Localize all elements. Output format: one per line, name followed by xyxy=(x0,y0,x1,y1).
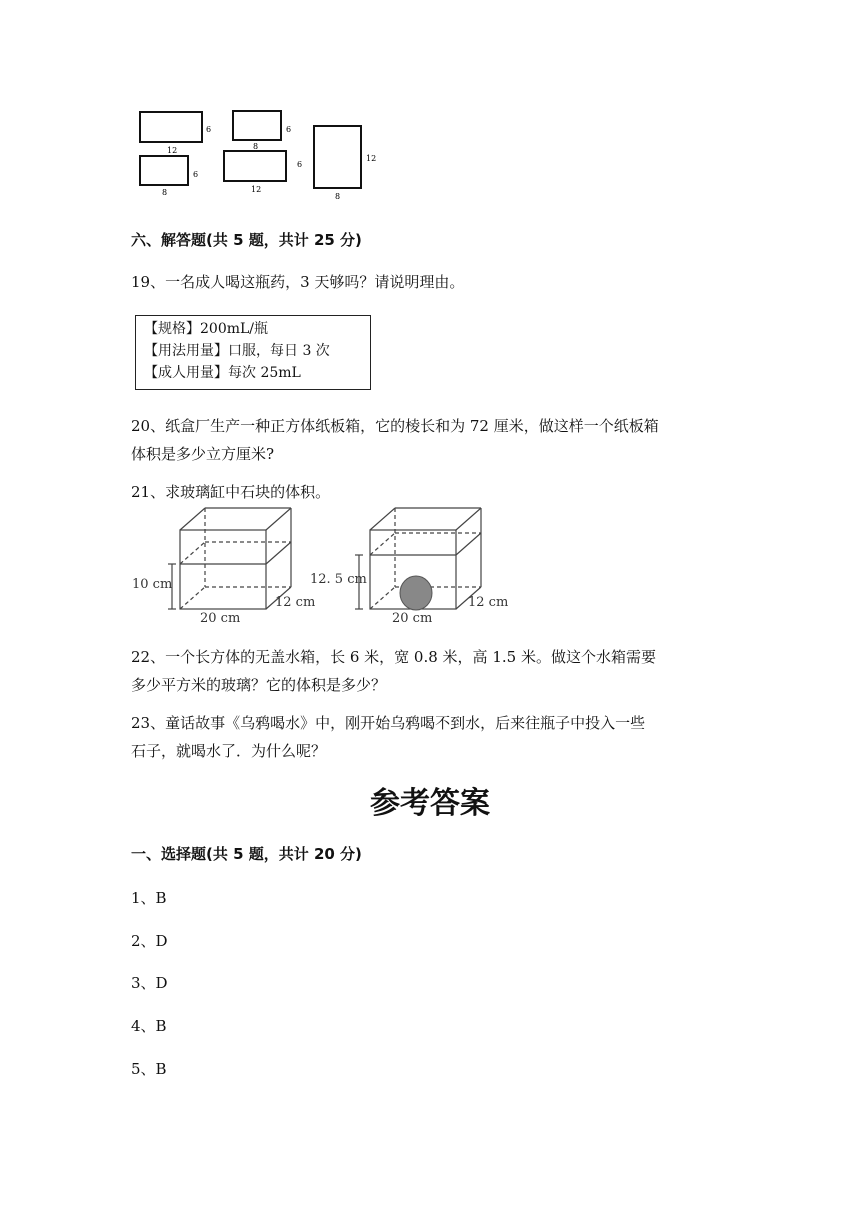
rect5-bottom-label: 8 xyxy=(335,192,341,200)
question-22 xyxy=(131,643,656,699)
tank2-length-label: 20 cm xyxy=(392,611,433,626)
question-22-line-1: 22、一个长方体的无盖水箱，长 6 米，宽 0.8 米，高 1.5 米。做这个水箱需要 xyxy=(131,648,656,666)
rectangle-5 xyxy=(314,126,376,200)
answer-4: 4、B xyxy=(131,1017,167,1035)
rectangle-1 xyxy=(140,112,211,155)
rect3-side-label: 6 xyxy=(193,170,199,179)
medicine-label-line-2: 【用法用量】口服，每日 3 次 xyxy=(144,343,330,359)
answers-section-1-heading: 一、选择题(共 5 题，共计 20 分) xyxy=(131,845,362,863)
tank-1 xyxy=(168,508,291,609)
glass-tanks-figure xyxy=(130,500,530,630)
medicine-label-line-3: 【成人用量】每次 25mL xyxy=(144,365,301,381)
tank1-width-label: 12 cm xyxy=(275,595,316,610)
question-23 xyxy=(131,709,645,765)
rectangles-figure xyxy=(130,105,380,200)
question-20-line-1: 20、纸盒厂生产一种正方体纸板箱，它的棱长和为 72 厘米，做这样一个纸板箱 xyxy=(131,417,659,435)
rect2-side-label: 6 xyxy=(286,125,292,134)
question-22-line-2: 多少平方米的玻璃？它的体积是多少？ xyxy=(131,676,387,694)
question-23-line-2: 石子，就喝水了．为什么呢？ xyxy=(131,742,327,760)
answer-2: 2、D xyxy=(131,932,168,950)
section-6-heading: 六、解答题(共 5 题，共计 25 分) xyxy=(131,231,362,249)
question-23-line-1: 23、童话故事《乌鸦喝水》中，刚开始乌鸦喝不到水，后来往瓶子中投入一些 xyxy=(131,714,646,732)
answer-3: 3、D xyxy=(131,974,168,992)
medicine-label-line-1: 【规格】200mL/瓶 xyxy=(144,321,269,337)
answer-1: 1、B xyxy=(131,889,167,907)
question-20-line-2: 体积是多少立方厘米? xyxy=(131,445,275,463)
rect1-bottom-label: 12 xyxy=(167,146,178,155)
rect1-side-label: 6 xyxy=(206,125,212,134)
rect4-bottom-label: 12 xyxy=(251,185,262,194)
question-20 xyxy=(131,412,659,468)
answers-title: 参考答案 xyxy=(370,786,490,821)
tank2-height-label: 12. 5 cm xyxy=(310,572,367,587)
stone-shape xyxy=(400,576,432,610)
medicine-label-box xyxy=(135,315,371,390)
rect5-side-label: 12 xyxy=(366,154,377,163)
question-19: 19、一名成人喝这瓶药，3 天够吗？请说明理由。 xyxy=(131,273,465,291)
tank2-width-label: 12 cm xyxy=(468,595,509,610)
rectangle-3 xyxy=(140,156,198,197)
tank1-length-label: 20 cm xyxy=(200,611,241,626)
answer-5: 5、B xyxy=(131,1060,167,1078)
rect3-bottom-label: 8 xyxy=(162,188,168,197)
question-21: 21、求玻璃缸中石块的体积。 xyxy=(131,483,331,501)
tank1-height-label: 10 cm xyxy=(132,577,173,592)
rectangle-2 xyxy=(233,111,291,151)
rectangle-4 xyxy=(224,151,302,194)
rect4-side-label: 6 xyxy=(297,160,303,169)
rect2-bottom-label: 8 xyxy=(253,142,259,151)
